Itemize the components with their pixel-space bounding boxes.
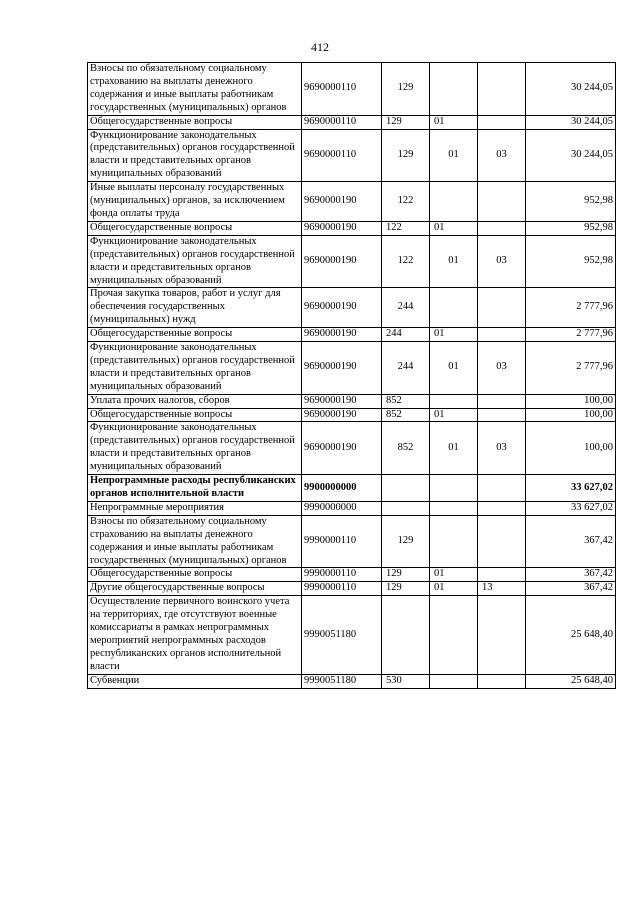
table-row	[88, 235, 616, 288]
table-row	[88, 501, 616, 515]
row-name-cell: Функционирование законодательных (представительных) органов государственной власти и представительных органов муниципальных образований	[88, 129, 302, 182]
row-rz-cell: 01	[430, 408, 478, 422]
row-sum-cell: 100,00	[526, 422, 616, 475]
row-name-cell: Иные выплаты персоналу государственных (муниципальных) органов, за исключением фонда оплаты труда	[88, 182, 302, 222]
row-name-cell: Общегосударственные вопросы	[88, 568, 302, 582]
row-sum-cell: 30 244,05	[526, 63, 616, 116]
row-csr-cell: 9690000190	[302, 328, 382, 342]
row-csr-cell: 9690000110	[302, 129, 382, 182]
row-vr-cell	[382, 475, 430, 502]
row-pr-cell	[478, 328, 526, 342]
table-row	[88, 422, 616, 475]
row-csr-cell: 9900000000	[302, 475, 382, 502]
row-rz-cell	[430, 394, 478, 408]
row-rz-cell: 01	[430, 328, 478, 342]
row-sum-cell: 367,42	[526, 515, 616, 568]
row-name-cell: Прочая закупка товаров, работ и услуг для обеспечения государственных (муниципальных) нужд	[88, 288, 302, 328]
row-name-cell: Непрограммные расходы республиканских органов исполнительной власти	[88, 475, 302, 502]
row-rz-cell: 01	[430, 235, 478, 288]
row-csr-cell: 9990051180	[302, 674, 382, 688]
row-name-cell: Уплата прочих налогов, сборов	[88, 394, 302, 408]
row-rz-cell	[430, 674, 478, 688]
row-vr-cell	[382, 501, 430, 515]
row-csr-cell: 9990000110	[302, 582, 382, 596]
row-vr-cell: 852	[382, 408, 430, 422]
row-vr-cell: 122	[382, 182, 430, 222]
row-sum-cell: 25 648,40	[526, 674, 616, 688]
row-sum-cell: 33 627,02	[526, 501, 616, 515]
row-sum-cell: 2 777,96	[526, 328, 616, 342]
row-name-cell: Общегосударственные вопросы	[88, 221, 302, 235]
row-vr-cell: 122	[382, 235, 430, 288]
row-csr-cell: 9690000190	[302, 342, 382, 395]
row-rz-cell: 01	[430, 342, 478, 395]
table-row	[88, 515, 616, 568]
table-row	[88, 288, 616, 328]
row-vr-cell: 129	[382, 515, 430, 568]
row-pr-cell	[478, 408, 526, 422]
row-pr-cell: 03	[478, 342, 526, 395]
row-vr-cell: 129	[382, 115, 430, 129]
row-name-cell: Другие общегосударственные вопросы	[88, 582, 302, 596]
row-csr-cell: 9690000190	[302, 422, 382, 475]
row-vr-cell: 852	[382, 422, 430, 475]
row-pr-cell	[478, 221, 526, 235]
row-pr-cell	[478, 63, 526, 116]
row-vr-cell: 244	[382, 328, 430, 342]
table-row	[88, 582, 616, 596]
table-row	[88, 674, 616, 688]
row-sum-cell: 25 648,40	[526, 596, 616, 674]
row-sum-cell: 33 627,02	[526, 475, 616, 502]
row-pr-cell	[478, 515, 526, 568]
row-rz-cell: 01	[430, 568, 478, 582]
row-sum-cell: 30 244,05	[526, 129, 616, 182]
table-body	[88, 63, 616, 689]
row-pr-cell	[478, 182, 526, 222]
table-row	[88, 115, 616, 129]
row-pr-cell: 13	[478, 582, 526, 596]
row-csr-cell: 9690000190	[302, 288, 382, 328]
budget-table	[87, 62, 616, 689]
row-rz-cell	[430, 501, 478, 515]
row-pr-cell: 03	[478, 235, 526, 288]
row-pr-cell	[478, 475, 526, 502]
row-name-cell: Функционирование законодательных (представительных) органов государственной власти и представительных органов муниципальных образований	[88, 422, 302, 475]
row-vr-cell	[382, 596, 430, 674]
row-rz-cell	[430, 515, 478, 568]
row-vr-cell: 122	[382, 221, 430, 235]
row-pr-cell	[478, 394, 526, 408]
row-sum-cell: 2 777,96	[526, 342, 616, 395]
row-rz-cell	[430, 63, 478, 116]
row-csr-cell: 9690000190	[302, 394, 382, 408]
row-sum-cell: 367,42	[526, 568, 616, 582]
row-csr-cell: 9990000000	[302, 501, 382, 515]
row-name-cell: Осуществление первичного воинского учета на территориях, где отсутствуют военные комиссариаты в рамках непрограммных мероприятий непрограммных расходов республиканских органов исполнительной власти	[88, 596, 302, 674]
row-pr-cell	[478, 288, 526, 328]
row-vr-cell: 129	[382, 582, 430, 596]
row-pr-cell: 03	[478, 422, 526, 475]
row-pr-cell	[478, 568, 526, 582]
row-sum-cell: 952,98	[526, 221, 616, 235]
row-sum-cell: 100,00	[526, 408, 616, 422]
row-vr-cell: 129	[382, 63, 430, 116]
row-rz-cell: 01	[430, 129, 478, 182]
row-vr-cell: 244	[382, 342, 430, 395]
row-name-cell: Функционирование законодательных (представительных) органов государственной власти и представительных органов муниципальных образований	[88, 342, 302, 395]
row-csr-cell: 9690000190	[302, 182, 382, 222]
row-rz-cell: 01	[430, 115, 478, 129]
row-vr-cell: 530	[382, 674, 430, 688]
row-csr-cell: 9990000110	[302, 515, 382, 568]
table-row	[88, 328, 616, 342]
table-row	[88, 568, 616, 582]
row-pr-cell	[478, 596, 526, 674]
table-row	[88, 475, 616, 502]
row-sum-cell: 30 244,05	[526, 115, 616, 129]
row-pr-cell: 03	[478, 129, 526, 182]
table-row	[88, 221, 616, 235]
table-row	[88, 394, 616, 408]
row-vr-cell: 129	[382, 568, 430, 582]
row-rz-cell	[430, 475, 478, 502]
table-row	[88, 342, 616, 395]
row-csr-cell: 9990000110	[302, 568, 382, 582]
row-vr-cell: 852	[382, 394, 430, 408]
row-rz-cell	[430, 182, 478, 222]
row-sum-cell: 367,42	[526, 582, 616, 596]
row-rz-cell	[430, 596, 478, 674]
row-name-cell: Взносы по обязательному социальному страхованию на выплаты денежного содержания и иные выплаты работникам государственных (муниципальных) органов	[88, 515, 302, 568]
row-pr-cell	[478, 674, 526, 688]
row-name-cell: Взносы по обязательному социальному страхованию на выплаты денежного содержания и иные выплаты работникам государственных (муниципальных) органов	[88, 63, 302, 116]
row-sum-cell: 100,00	[526, 394, 616, 408]
row-rz-cell: 01	[430, 221, 478, 235]
row-name-cell: Общегосударственные вопросы	[88, 408, 302, 422]
table-row	[88, 408, 616, 422]
page-number: 412	[311, 40, 329, 54]
row-pr-cell	[478, 115, 526, 129]
row-sum-cell: 2 777,96	[526, 288, 616, 328]
row-sum-cell: 952,98	[526, 235, 616, 288]
row-name-cell: Непрограммные мероприятия	[88, 501, 302, 515]
row-vr-cell: 129	[382, 129, 430, 182]
row-name-cell: Общегосударственные вопросы	[88, 328, 302, 342]
row-sum-cell: 952,98	[526, 182, 616, 222]
row-csr-cell: 9690000110	[302, 63, 382, 116]
row-pr-cell	[478, 501, 526, 515]
row-csr-cell: 9690000190	[302, 408, 382, 422]
table-row	[88, 596, 616, 674]
row-csr-cell: 9690000190	[302, 221, 382, 235]
table-row	[88, 182, 616, 222]
row-csr-cell: 9690000110	[302, 115, 382, 129]
row-name-cell: Субвенции	[88, 674, 302, 688]
row-rz-cell	[430, 288, 478, 328]
table-row	[88, 63, 616, 116]
row-csr-cell: 9990051180	[302, 596, 382, 674]
row-rz-cell: 01	[430, 582, 478, 596]
row-csr-cell: 9690000190	[302, 235, 382, 288]
row-name-cell: Общегосударственные вопросы	[88, 115, 302, 129]
row-rz-cell: 01	[430, 422, 478, 475]
row-name-cell: Функционирование законодательных (представительных) органов государственной власти и представительных органов муниципальных образований	[88, 235, 302, 288]
table-row	[88, 129, 616, 182]
row-vr-cell: 244	[382, 288, 430, 328]
